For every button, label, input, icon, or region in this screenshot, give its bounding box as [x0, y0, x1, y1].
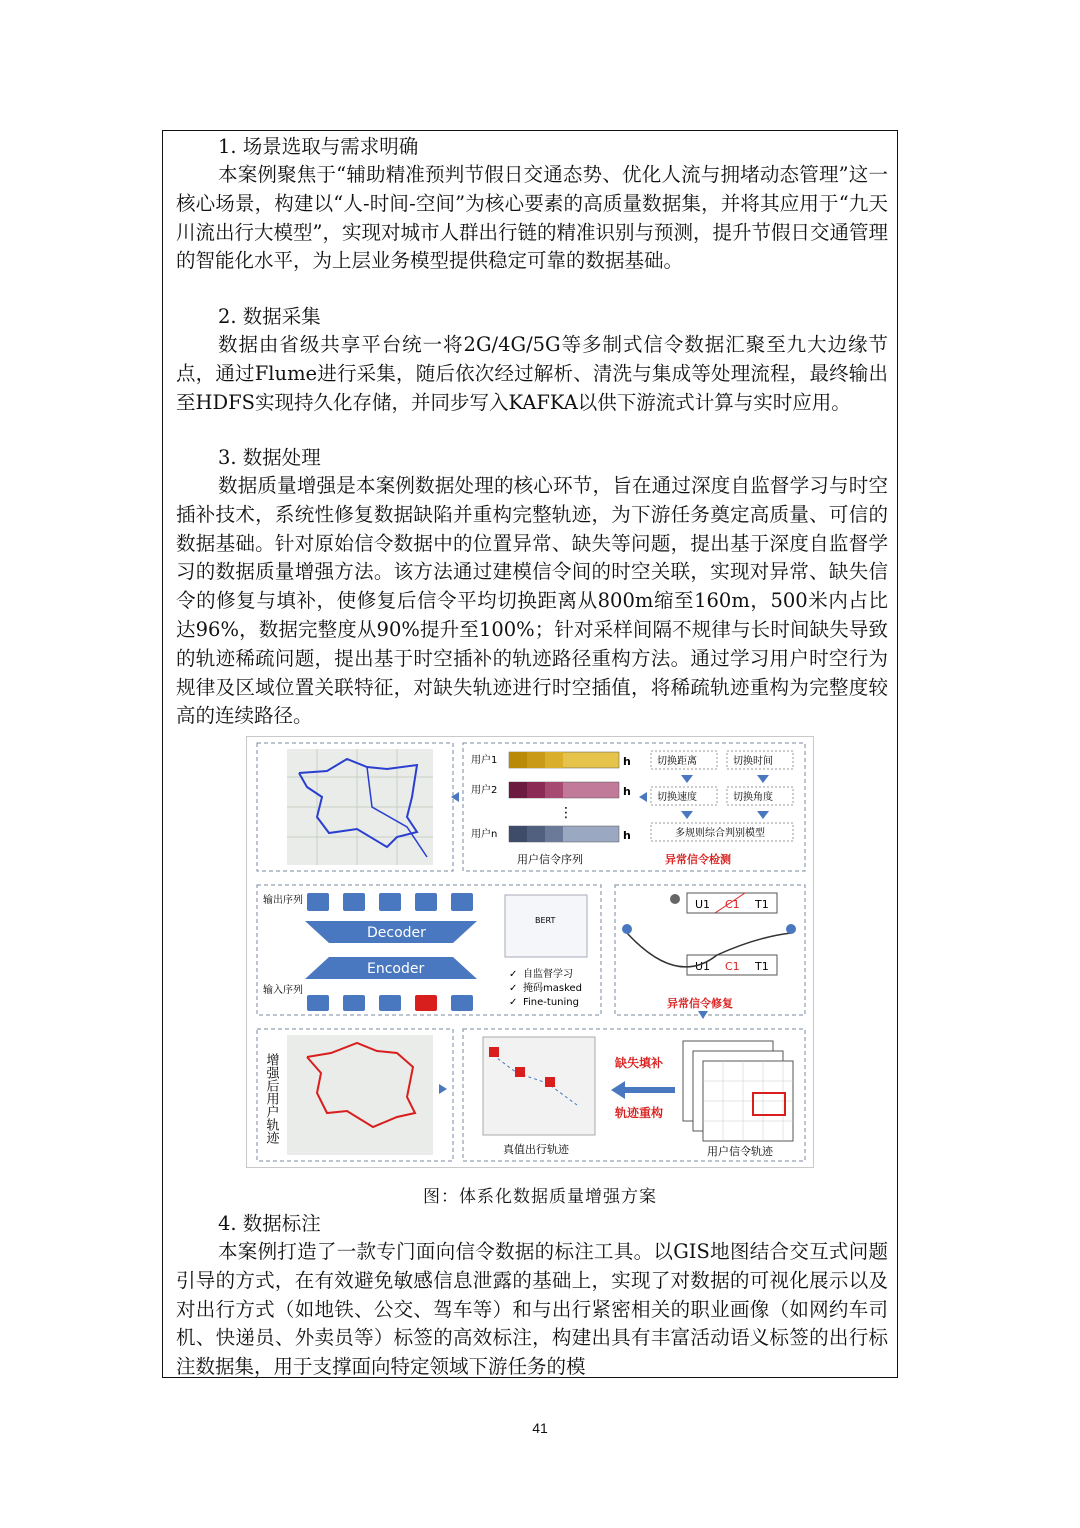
anomaly-repair-label: 异常信令修复: [667, 997, 733, 1010]
check-1: ✓: [509, 969, 518, 980]
usern-label: 用户n: [471, 829, 498, 840]
user2-sequence: [509, 782, 619, 798]
output-seq-label: 输出序列: [263, 895, 303, 906]
seq-label: 用户信令序列: [517, 853, 583, 866]
hn-label: h: [623, 829, 631, 842]
section-4-heading: 4. 数据标注: [218, 1212, 321, 1235]
check-1-label: 自监督学习: [523, 969, 573, 980]
switch-speed: 切换速度: [657, 792, 697, 803]
switch-distance: 切换距离: [657, 756, 697, 767]
true-traj-map: [483, 1037, 595, 1135]
traj-rebuild-label: 轨迹重构: [615, 1106, 664, 1120]
input-tokens: [307, 995, 473, 1011]
t1-top: T1: [755, 898, 769, 911]
h1-label: h: [623, 755, 631, 768]
multi-rule-model: 多规则综合判别模型: [675, 828, 765, 839]
missing-fill-label: 缺失填补: [615, 1056, 664, 1070]
section-3-body: 数据质量增强是本案例数据处理的核心环节，旨在通过深度自监督学习与时空插补技术，系统性修复数据缺陷并重构完整轨迹，为下游任务奠定高质量、可信的数据基础。针对原始信令数据中的位置异常、缺失等问题，提出基于深度自监督学习的数据质量增强方法。该方法通过建模信令间的时空关联，实现对异常、缺失信令的修复与填补，使修复后信令平均切换距离从800m缩至160m，500米内占比达96%，数据完整度从90%提升至100%；针对采样间隔不规律与长时间缺失导致的轨迹稀疏问题，提出基于时空插补的轨迹路径重构方法。通过学习用户时空行为规律及区域位置关联特征，对缺失轨迹进行时空插值，将稀疏轨迹重构为完整度较高的连续路径。: [176, 474, 888, 728]
h2-label: h: [623, 785, 631, 798]
check-3: ✓: [509, 997, 518, 1008]
section-2-heading: 2. 数据采集: [218, 305, 321, 328]
enhanced-label: 增强后用户轨迹: [263, 1053, 279, 1144]
section-4-body: 本案例打造了一款专门面向信令数据的标注工具。以GIS地图结合交互式问题引导的方式，在有效避免敏感信息泄露的基础上，实现了对数据的可视化展示以及对出行方式（如地铁、公交、驾车等）和与出行紧密相关的职业画像（如网约车司机、快递员、外卖员等）标签的高效标注，构建出具有丰富活动语义标签的出行标注数据集，用于支撑面向特定领域下游任务的模: [176, 1240, 888, 1379]
user2-label: 用户2: [471, 785, 498, 796]
user-traj-label: 用户信令轨迹: [707, 1145, 773, 1158]
user-traj-grid: [683, 1041, 793, 1141]
page-number: 41: [532, 1420, 548, 1436]
u1-top: U1: [695, 898, 711, 911]
usern-sequence: [509, 826, 619, 842]
decoder-label: Decoder: [367, 925, 426, 941]
c1-top: C1: [725, 898, 740, 911]
section-1-heading: 1. 场景选取与需求明确: [218, 135, 419, 158]
data-quality-figure: [246, 736, 814, 1168]
section-1-body: 本案例聚焦于“辅助精准预判节假日交通态势、优化人流与拥堵动态管理”这一核心场景，构建以“人-时间-空间”为核心要素的高质量数据集，并将其应用于“九天川流出行大模型”，实现对城市人群出行链的精准识别与预测，提升节假日交通管理的智能化水平，为上层业务模型提供稳定可靠的数据基础。: [176, 163, 888, 273]
figure-caption: 图：体系化数据质量增强方案: [423, 1187, 657, 1207]
check-3-label: Fine-tuning: [523, 997, 579, 1008]
enhanced-map: [287, 1035, 433, 1155]
pin-icon-top: [670, 894, 680, 904]
check-2-label: 掩码masked: [523, 983, 583, 994]
ellipsis: ⋮: [559, 805, 573, 821]
switch-time: 切换时间: [733, 756, 773, 767]
anomaly-detect-label: 异常信令检测: [665, 853, 731, 866]
input-seq-label: 输入序列: [263, 985, 303, 996]
bert-box: [505, 895, 587, 957]
section-3-heading: 3. 数据处理: [218, 446, 321, 469]
check-2: ✓: [509, 983, 518, 994]
true-traj-label: 真值出行轨迹: [503, 1143, 569, 1156]
output-tokens: [307, 893, 473, 911]
t1-bottom: T1: [755, 960, 769, 973]
encoder-label: Encoder: [367, 961, 425, 977]
pin-icon-left: [622, 924, 632, 934]
c1-bottom: C1: [725, 960, 740, 973]
bert-label: BERT: [535, 916, 556, 925]
user1-sequence: [509, 752, 619, 768]
switch-angle: 切换角度: [733, 792, 773, 803]
u1-bottom: U1: [695, 960, 711, 973]
section-2-body: 数据由省级共享平台统一将2G/4G/5G等多制式信令数据汇聚至九大边缘节点，通过Flume进行采集，随后依次经过解析、清洗与集成等处理流程，最终输出至HDFS实现持久化存储，并同步写入KAFKA以供下游流式计算与实时应用。: [176, 333, 888, 414]
user1-label: 用户1: [471, 755, 498, 766]
pin-icon-right: [786, 924, 796, 934]
